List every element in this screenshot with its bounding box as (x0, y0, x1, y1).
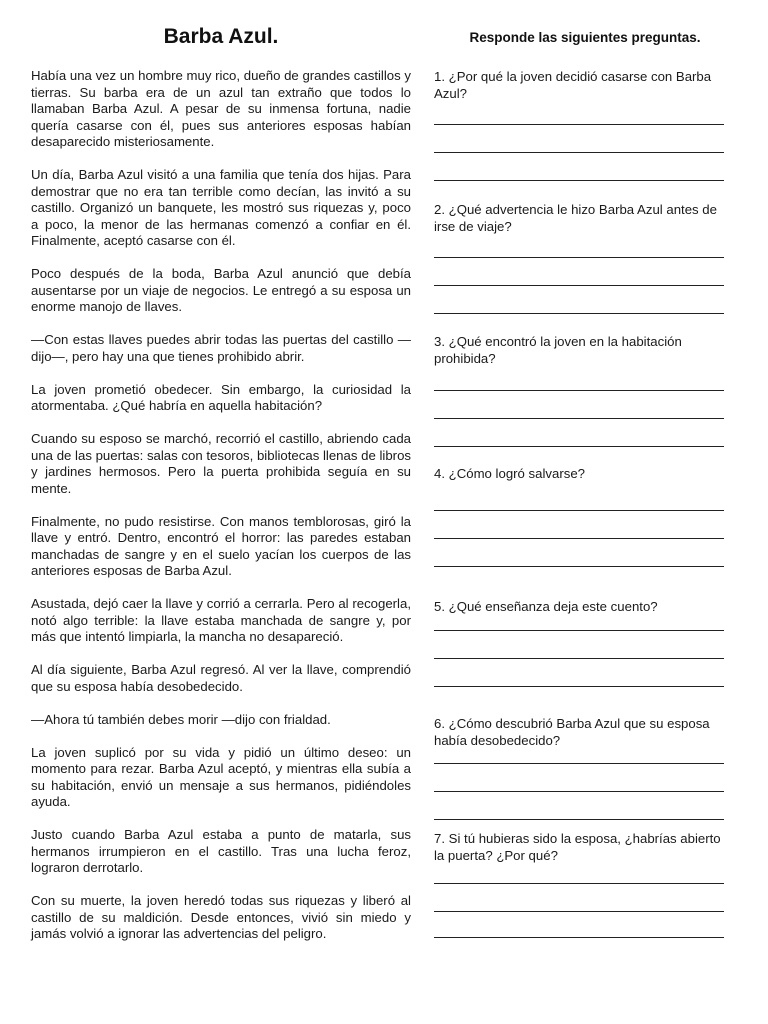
answer-line[interactable] (434, 658, 724, 659)
question-text: 1. ¿Por qué la joven decidió casarse con Barba Azul? (434, 69, 712, 101)
answer-line[interactable] (434, 819, 724, 820)
answer-line[interactable] (434, 686, 724, 687)
answer-line[interactable] (434, 285, 724, 286)
story-paragraph: La joven suplicó por su vida y pidió un último deseo: un momento para rezar. Barba Azul aceptó, y mientras ella subía a su habitación, envió un mensaje a sus hermanos, pidiéndoles ayuda. (31, 744, 411, 809)
question-text: 6. ¿Cómo descubrió Barba Azul que su esposa había desobedecido? (434, 716, 710, 748)
story-paragraph: —Ahora tú también debes morir —dijo con frialdad. (31, 711, 331, 727)
story-paragraph: Un día, Barba Azul visitó a una familia que tenía dos hijas. Para demostrar que no era tan terrible como decían, las invitó a su castillo. Organizó un banquete, les mostró sus riquezas y, poco a poco, la menor de las hermanas comenzó a confiar en él. Finalmente, aceptó casarse con él. (31, 167, 411, 248)
question-1 (434, 69, 734, 102)
answer-line[interactable] (434, 911, 724, 912)
story-title: Barba Azul. (163, 25, 279, 48)
story-paragraph: La joven prometió obedecer. Sin embargo, la curiosidad la atormentaba. ¿Qué habría en aquella habitación? (31, 381, 411, 413)
answer-line[interactable] (434, 510, 724, 511)
question-text: 3. ¿Qué encontró la joven en la habitación prohibida? (434, 334, 682, 366)
story-paragraph: Finalmente, no pudo resistirse. Con manos temblorosas, giró la llave y entró. Dentro, encontró el horror: las paredes estaban manchadas de sangre y en el suelo yacían los cuerpos de las anteriores esposas de Barba Azul. (31, 513, 411, 578)
story-text (31, 68, 411, 959)
answer-line[interactable] (434, 446, 724, 447)
answer-line[interactable] (434, 538, 724, 539)
answer-line[interactable] (434, 418, 724, 419)
story-paragraph: Cuando su esposo se marchó, recorrió el castillo, abriendo cada una de las puertas: salas con tesoros, bibliotecas llenas de libros y jardines hermosos. Pero la puerta prohibida seguía en su mente. (31, 431, 411, 496)
question-2 (434, 202, 734, 235)
question-6 (434, 716, 734, 749)
answer-line[interactable] (434, 630, 724, 631)
story-paragraph: Al día siguiente, Barba Azul regresó. Al ver la llave, comprendió que su esposa había desobedecido. (31, 662, 411, 694)
answer-line[interactable] (434, 124, 724, 125)
answer-line[interactable] (434, 883, 724, 884)
question-7 (434, 831, 734, 864)
question-3 (434, 334, 734, 367)
question-5 (434, 599, 734, 616)
question-4 (434, 466, 734, 483)
answer-line[interactable] (434, 566, 724, 567)
answer-line[interactable] (434, 313, 724, 314)
story-paragraph: Con su muerte, la joven heredó todas sus riquezas y liberó al castillo de su maldición. Desde entonces, vivió sin miedo y jamás volvió a ignorar las advertencias del peligro. (31, 893, 411, 941)
story-paragraph: Había una vez un hombre muy rico, dueño de grandes castillos y tierras. Su barba era de un azul tan extraño que todos lo llamaban Barba Azul. A pesar de su inmensa fortuna, nadie quería casarse con él, pues sus anteriores esposas habían desaparecido misteriosamente. (31, 68, 411, 149)
answer-line[interactable] (434, 257, 724, 258)
question-text: 2. ¿Qué advertencia le hizo Barba Azul antes de irse de viaje? (434, 202, 717, 234)
story-paragraph: —Con estas llaves puedes abrir todas las puertas del castillo —dijo—, pero hay una que tienes prohibido abrir. (31, 332, 411, 364)
questions-title: Responde las siguientes preguntas. (469, 30, 701, 45)
answer-line[interactable] (434, 937, 724, 938)
story-paragraph: Justo cuando Barba Azul estaba a punto de matarla, sus hermanos irrumpieron en el castillo. Tras una lucha feroz, lograron derrotarlo. (31, 827, 411, 875)
answer-line[interactable] (434, 791, 724, 792)
answer-line[interactable] (434, 763, 724, 764)
question-text: 5. ¿Qué enseñanza deja este cuento? (434, 599, 658, 614)
question-text: 4. ¿Cómo logró salvarse? (434, 466, 585, 481)
answer-line[interactable] (434, 180, 724, 181)
question-text: 7. Si tú hubieras sido la esposa, ¿habrías abierto la puerta? ¿Por qué? (434, 831, 721, 863)
story-paragraph: Poco después de la boda, Barba Azul anunció que debía ausentarse por un viaje de negocios. Le entregó a su esposa un enorme manojo de llaves. (31, 266, 411, 314)
answer-line[interactable] (434, 152, 724, 153)
story-paragraph: Asustada, dejó caer la llave y corrió a cerrarla. Pero al recogerla, notó algo terrible: la llave estaba manchada de sangre y, por más que intentó limpiarla, la mancha no desapareció. (31, 596, 411, 644)
answer-line[interactable] (434, 390, 724, 391)
